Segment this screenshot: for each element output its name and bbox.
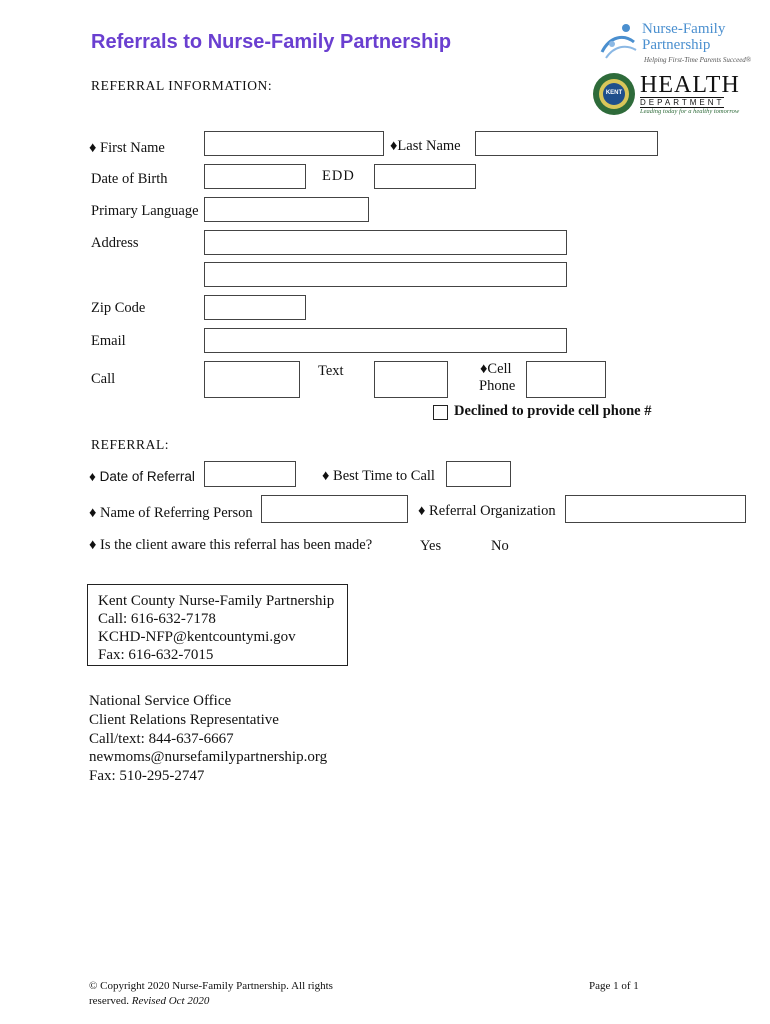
- address-label: Address: [91, 235, 139, 251]
- first-name-input[interactable]: [204, 131, 384, 156]
- referral-organization-input[interactable]: [565, 495, 746, 523]
- client-aware-no-option[interactable]: No: [491, 538, 509, 554]
- kent-contact-name: Kent County Nurse-Family Partnership: [98, 593, 335, 609]
- email-input[interactable]: [204, 328, 567, 353]
- date-of-birth-input[interactable]: [204, 164, 306, 189]
- nfp-people-icon: [598, 22, 640, 64]
- nfp-logo: Nurse-Family Partnership Helping First-Time Parents Succeed®: [598, 20, 728, 68]
- nso-call: Call/text: 844-637-6667: [89, 731, 234, 747]
- text-label: Text: [318, 363, 344, 379]
- client-aware-question: ♦ Is the client aware this referral has been made?: [89, 537, 373, 553]
- cell-phone-input[interactable]: [526, 361, 606, 398]
- section-heading-referral: REFERRAL:: [91, 437, 170, 452]
- date-of-referral-input[interactable]: [204, 461, 296, 487]
- nso-role: Client Relations Representative: [89, 712, 279, 728]
- national-service-office-block: [89, 692, 327, 785]
- first-name-label: ♦ First Name: [89, 140, 165, 156]
- kent-contact-call: Call: 616-632-7178: [98, 611, 216, 627]
- address-line1-input[interactable]: [204, 230, 567, 255]
- primary-language-input[interactable]: [204, 197, 369, 222]
- zip-code-label: Zip Code: [91, 300, 146, 316]
- referral-organization-label: ♦ Referral Organization: [418, 503, 556, 519]
- declined-cell-phone-checkbox[interactable]: [433, 405, 448, 420]
- best-time-to-call-label: ♦ Best Time to Call: [322, 468, 435, 484]
- best-time-to-call-input[interactable]: [446, 461, 511, 487]
- nso-name: National Service Office: [89, 693, 232, 709]
- footer-copyright: © Copyright 2020 Nurse-Family Partnership. All rights reserved. Revised Oct 2020: [89, 980, 333, 1007]
- referring-person-label: ♦ Name of Referring Person: [89, 505, 253, 521]
- last-name-input[interactable]: [475, 131, 658, 156]
- nso-fax: Fax: 510-295-2747: [89, 768, 205, 784]
- nso-email: newmoms@nursefamilypartnership.org: [89, 749, 328, 765]
- client-aware-yes-option[interactable]: Yes: [420, 538, 442, 554]
- kent-county-contact-box: [87, 584, 348, 666]
- date-of-birth-label: Date of Birth: [91, 171, 168, 187]
- zip-code-input[interactable]: [204, 295, 306, 320]
- declined-cell-phone-label: Declined to provide cell phone #: [454, 403, 652, 419]
- health-department-logo: KENT HEALTH DEPARTMENT Leading today for a healthy tomorrow: [592, 70, 730, 118]
- text-phone-input[interactable]: [374, 361, 448, 398]
- edd-label: EDD: [322, 168, 355, 184]
- cell-phone-label-line2: Phone: [479, 378, 516, 394]
- cell-phone-label-line1: ♦Cell: [480, 361, 512, 377]
- footer-page-number: Page 1 of 1: [589, 980, 639, 992]
- section-heading-referral-information: REFERRAL INFORMATION:: [91, 78, 273, 93]
- address-line2-input[interactable]: [204, 262, 567, 287]
- call-phone-input[interactable]: [204, 361, 300, 398]
- kent-contact-fax: Fax: 616-632-7015: [98, 647, 214, 663]
- primary-language-label: Primary Language: [91, 203, 199, 219]
- kent-contact-email: KCHD-NFP@kentcountymi.gov: [98, 629, 296, 645]
- call-label: Call: [91, 371, 116, 387]
- date-of-referral-label: ♦ Date of Referral: [89, 469, 195, 484]
- edd-input[interactable]: [374, 164, 476, 189]
- referring-person-input[interactable]: [261, 495, 408, 523]
- last-name-label: ♦Last Name: [390, 138, 461, 154]
- page-title: Referrals to Nurse-Family Partnership: [91, 31, 452, 53]
- email-label: Email: [91, 333, 126, 349]
